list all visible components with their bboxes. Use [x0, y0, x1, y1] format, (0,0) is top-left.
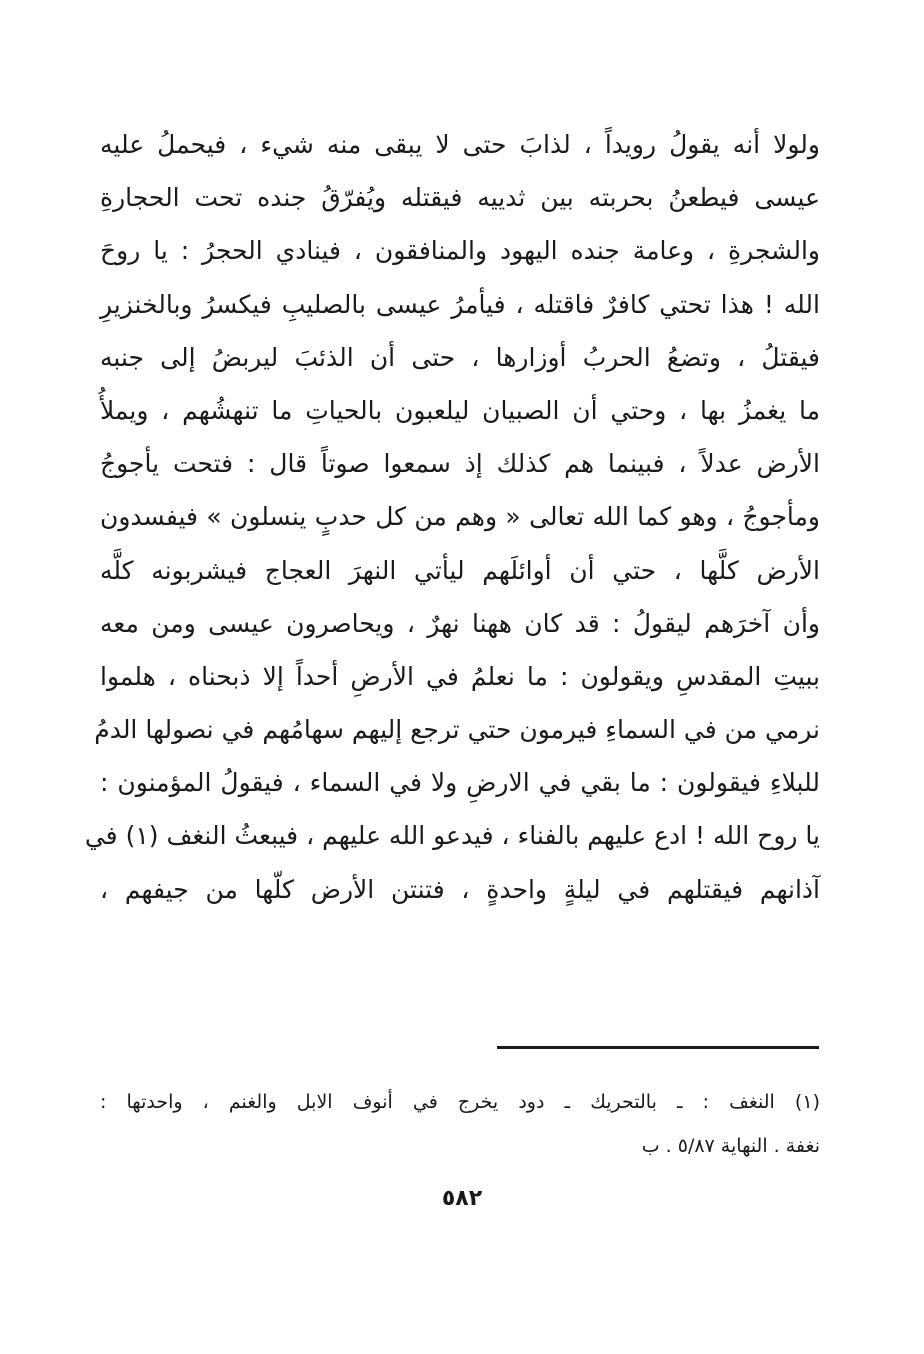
- text-line: وأن آخرَهم ليقولُ : قد كان ههنا نهرٌ ، ويحاصرون عيسى ومن معه: [100, 608, 820, 638]
- text-line: ولولا أنه يقولُ رويداً ، لذابَ حتى لا يبقى منه شيء ، فيحملُ عليه: [100, 130, 820, 159]
- text-line: الله ! هذا تحتي كافرٌ فاقتله ، فيأمرُ عيسى بالصليبِ فيكسرُ وبالخنزيرِ: [100, 289, 820, 319]
- text-line: والشجرةِ ، وعامة جنده اليهود والمنافقون ، فينادي الحجرُ : يا روحَ: [100, 236, 820, 266]
- text-line: ومأجوجُ ، وهو كما الله تعالى « وهم من كل حدبٍ ينسلون » فيفسدون: [100, 502, 820, 532]
- footnote: [100, 1080, 820, 1168]
- text-line: الأرض كلَّها ، حتي أن أوائلَهم ليأتي النهرَ العجاج فيشربونه كلَّه: [100, 555, 820, 585]
- text-line: الأرض عدلاً ، فبينما هم كذلك إذ سمعوا صوتاً قال : فتحت يأجوجُ: [100, 449, 820, 479]
- text-line: للبلاءِ فيقولون : ما بقي في الارضِ ولا في السماء ، فيقولُ المؤمنون :: [100, 768, 820, 798]
- main-text: [84, 118, 820, 916]
- text-line: ما يغمزُ بها ، وحتي أن الصبيان ليلعبون بالحياتِ ما تنهشُهم ، ويملأُ: [100, 395, 820, 425]
- text-line: عيسى فيطعنُ بحربته بين ثدييه فيقتله ويُفرّقُ جنده تحت الحجارةِ: [100, 183, 820, 213]
- text-line: فيقتلُ ، وتضعُ الحربُ أوزارها ، حتى أن الذئبَ ليربضُ إلى جنبه: [100, 342, 820, 372]
- text-line: نرمي من في السماءِ فيرمون حتي ترجع إليهم سهامُهم في نصولها الدمُ: [94, 715, 820, 745]
- footnote-line: نغفة . النهاية ٥/٨٧ . ب: [641, 1135, 820, 1157]
- page-number: ٥٨٢: [441, 1186, 483, 1211]
- text-line: يا روح الله ! ادع عليهم بالفناء ، فيدعو الله عليهم ، فيبعثُ النغف (١) في: [84, 821, 820, 851]
- text-line: آذانهم فيقتلهم في ليلةٍ واحدةٍ ، فتنتن الأرض كلّها من جيفهم ،: [100, 874, 820, 904]
- footnote-line: (١) النغف : ـ بالتحريك ـ دود يخرج في أنوف الابل والغنم ، واحدتها :: [100, 1091, 820, 1113]
- text-line: ببيتِ المقدسِ ويقولون : ما نعلمُ في الأرضِ أحداً إلا ذبحناه ، هلموا: [100, 661, 820, 691]
- footnote-separator: [497, 1046, 819, 1049]
